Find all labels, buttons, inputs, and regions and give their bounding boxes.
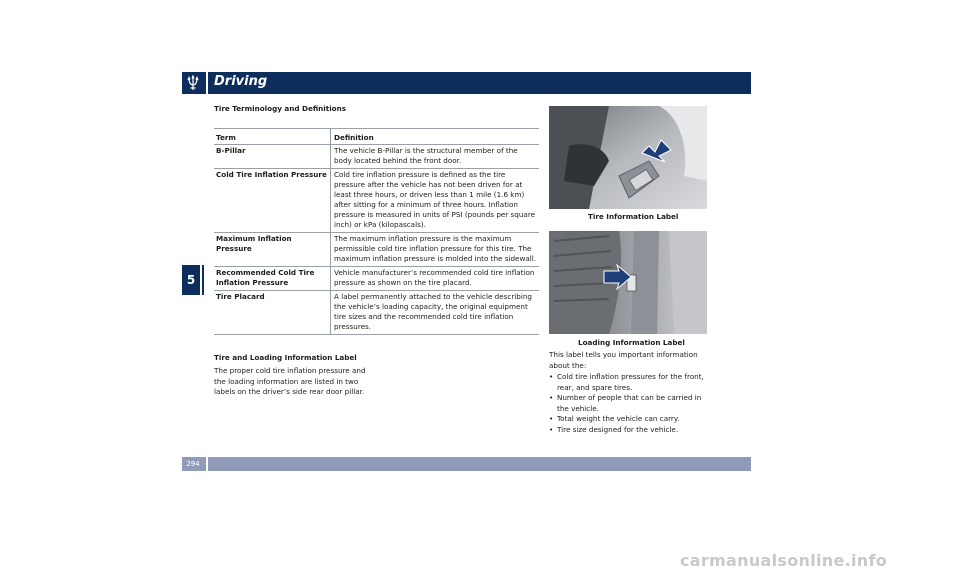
term-cell: Maximum Inflation Pressure bbox=[214, 233, 331, 267]
watermark-link[interactable]: carmanualsonline.info bbox=[680, 551, 888, 570]
list-item: • Tire size designed for the vehicle. bbox=[549, 425, 714, 436]
table-row bbox=[214, 169, 539, 233]
list-item: • Cold tire inflation pressures for the front, rear, and spare tires. bbox=[549, 372, 714, 393]
term-cell: Tire Placard bbox=[214, 291, 331, 335]
definition-cell: Vehicle manufacturer’s recommended cold tire inflation pressure as shown on the tire placard. bbox=[331, 267, 540, 291]
tire-information-label-caption: Tire Information Label bbox=[588, 212, 679, 221]
table-heading: Tire Terminology and Definitions bbox=[214, 104, 346, 113]
term-cell: Recommended Cold Tire Inflation Pressure bbox=[214, 267, 331, 291]
tire-terminology-table bbox=[214, 128, 539, 335]
column-header-term: Term bbox=[214, 129, 331, 145]
tire-information-label-photo bbox=[549, 106, 707, 209]
table-row bbox=[214, 233, 539, 267]
section-title: Driving bbox=[214, 74, 268, 89]
footer-divider bbox=[206, 457, 208, 471]
loading-section-paragraph: The proper cold tire inflation pressure and the loading information are listed in two labels on the driver’s side rear door pillar. bbox=[214, 366, 366, 396]
footer-bar bbox=[182, 457, 751, 471]
label-info-list bbox=[549, 372, 714, 435]
definition-cell: The vehicle B-Pillar is the structural member of the body located behind the front door. bbox=[331, 145, 540, 169]
term-cell: B-Pillar bbox=[214, 145, 331, 169]
table-row bbox=[214, 291, 539, 335]
loading-section-heading: Tire and Loading Information Label bbox=[214, 353, 357, 362]
table-header-row bbox=[214, 129, 539, 145]
trident-logo-icon bbox=[182, 72, 204, 94]
list-item: • Number of people that can be carried in the vehicle. bbox=[549, 393, 714, 414]
definition-cell: Cold tire inflation pressure is defined as the tire pressure after the vehicle has not been driven for at least three hours, or driven less than 1 mile (1.6 km) after sitting for a minimum of three hours. Inflation pressure is measured in units of PSI (pounds per square inch) or kPa (kilopascals). bbox=[331, 169, 540, 233]
chapter-tab: 5 bbox=[182, 265, 200, 295]
table-row bbox=[214, 267, 539, 291]
loading-information-label-caption: Loading Information Label bbox=[578, 338, 685, 347]
definition-cell: The maximum inflation pressure is the maximum permissible cold tire inflation pressure for this tire. The maximum inflation pressure is molded into the sidewall. bbox=[331, 233, 540, 267]
loading-information-label-photo bbox=[549, 231, 707, 334]
page-number: 294 bbox=[186, 460, 200, 468]
label-intro-paragraph: This label tells you important information about the: bbox=[549, 350, 698, 370]
header-divider bbox=[206, 72, 208, 94]
list-item: • Total weight the vehicle can carry. bbox=[549, 414, 714, 425]
table-row bbox=[214, 145, 539, 169]
term-cell: Cold Tire Inflation Pressure bbox=[214, 169, 331, 233]
header-bar bbox=[182, 72, 751, 94]
column-header-definition: Definition bbox=[331, 129, 540, 145]
definition-cell: A label permanently attached to the vehicle describing the vehicle’s loading capacity, the original equipment tire sizes and the recommended cold tire inflation pressures. bbox=[331, 291, 540, 335]
